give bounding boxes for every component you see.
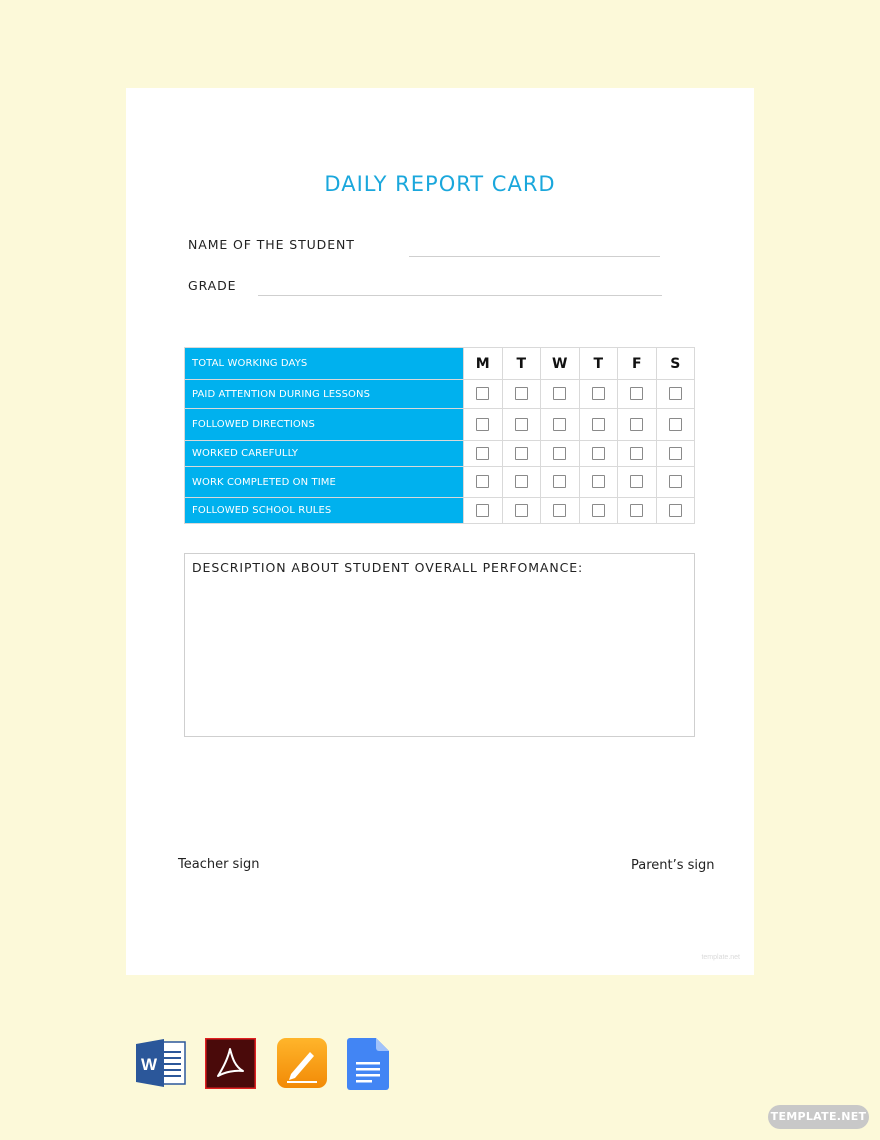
checkbox-work-completed-th[interactable]	[592, 475, 605, 488]
checkbox-work-completed-w[interactable]	[553, 475, 566, 488]
day-header-monday: M	[464, 348, 503, 380]
checkbox-work-completed-t[interactable]	[515, 475, 528, 488]
checkbox-school-rules-m[interactable]	[476, 504, 489, 517]
checkbox-school-rules-t[interactable]	[515, 504, 528, 517]
description-textarea[interactable]	[184, 553, 695, 737]
checkbox-school-rules-f[interactable]	[630, 504, 643, 517]
checkbox-paid-attention-w[interactable]	[553, 387, 566, 400]
checkbox-school-rules-th[interactable]	[592, 504, 605, 517]
table-row	[185, 380, 695, 409]
checkbox-work-completed-f[interactable]	[630, 475, 643, 488]
checkbox-school-rules-w[interactable]	[553, 504, 566, 517]
checkbox-worked-carefully-th[interactable]	[592, 447, 605, 460]
day-header-friday: F	[618, 348, 657, 380]
teacher-sign-label: Teacher sign	[178, 857, 260, 872]
table-row	[185, 441, 695, 467]
word-icon[interactable]	[136, 1038, 186, 1093]
row-label-worked-carefully: WORKED CAREFULLY	[185, 441, 464, 467]
row-label-followed-school-rules: FOLLOWED SCHOOL RULES	[185, 498, 464, 524]
row-label-work-completed: WORK COMPLETED ON TIME	[185, 467, 464, 498]
checkbox-followed-directions-t[interactable]	[515, 418, 528, 431]
student-name-label: NAME OF THE STUDENT	[188, 237, 355, 252]
checkbox-paid-attention-t[interactable]	[515, 387, 528, 400]
behavior-table	[184, 347, 695, 524]
parent-sign-label: Parent’s sign	[631, 858, 715, 873]
template-net-badge[interactable]: TEMPLATE.NET	[768, 1105, 869, 1129]
checkbox-school-rules-s[interactable]	[669, 504, 682, 517]
table-header-row	[185, 348, 695, 380]
checkbox-worked-carefully-m[interactable]	[476, 447, 489, 460]
total-working-days-label: TOTAL WORKING DAYS	[185, 348, 464, 380]
report-card-sheet	[126, 88, 754, 975]
checkbox-followed-directions-f[interactable]	[630, 418, 643, 431]
acrobat-icon[interactable]	[205, 1038, 256, 1094]
description-label: DESCRIPTION ABOUT STUDENT OVERALL PERFOMANCE:	[192, 560, 584, 575]
checkbox-worked-carefully-w[interactable]	[553, 447, 566, 460]
checkbox-followed-directions-w[interactable]	[553, 418, 566, 431]
checkbox-worked-carefully-f[interactable]	[630, 447, 643, 460]
checkbox-followed-directions-th[interactable]	[592, 418, 605, 431]
document-title: DAILY REPORT CARD	[324, 172, 556, 196]
pages-icon[interactable]	[277, 1038, 327, 1093]
checkbox-paid-attention-th[interactable]	[592, 387, 605, 400]
row-label-followed-directions: FOLLOWED DIRECTIONS	[185, 409, 464, 441]
watermark: template.net	[701, 954, 740, 961]
table-row	[185, 467, 695, 498]
table-row	[185, 409, 695, 441]
day-header-thursday: T	[579, 348, 618, 380]
student-name-line[interactable]	[409, 256, 660, 257]
checkbox-paid-attention-m[interactable]	[476, 387, 489, 400]
checkbox-work-completed-m[interactable]	[476, 475, 489, 488]
google-docs-icon[interactable]	[347, 1038, 389, 1095]
checkbox-paid-attention-f[interactable]	[630, 387, 643, 400]
grade-label: GRADE	[188, 278, 237, 293]
grade-line[interactable]	[258, 295, 662, 296]
checkbox-followed-directions-m[interactable]	[476, 418, 489, 431]
checkbox-worked-carefully-t[interactable]	[515, 447, 528, 460]
day-header-wednesday: W	[541, 348, 580, 380]
day-header-tuesday: T	[502, 348, 541, 380]
checkbox-work-completed-s[interactable]	[669, 475, 682, 488]
checkbox-followed-directions-s[interactable]	[669, 418, 682, 431]
checkbox-worked-carefully-s[interactable]	[669, 447, 682, 460]
row-label-paid-attention: PAID ATTENTION DURING LESSONS	[185, 380, 464, 409]
svg-text:W: W	[140, 1055, 158, 1074]
day-header-saturday: S	[656, 348, 695, 380]
table-row	[185, 498, 695, 524]
checkbox-paid-attention-s[interactable]	[669, 387, 682, 400]
